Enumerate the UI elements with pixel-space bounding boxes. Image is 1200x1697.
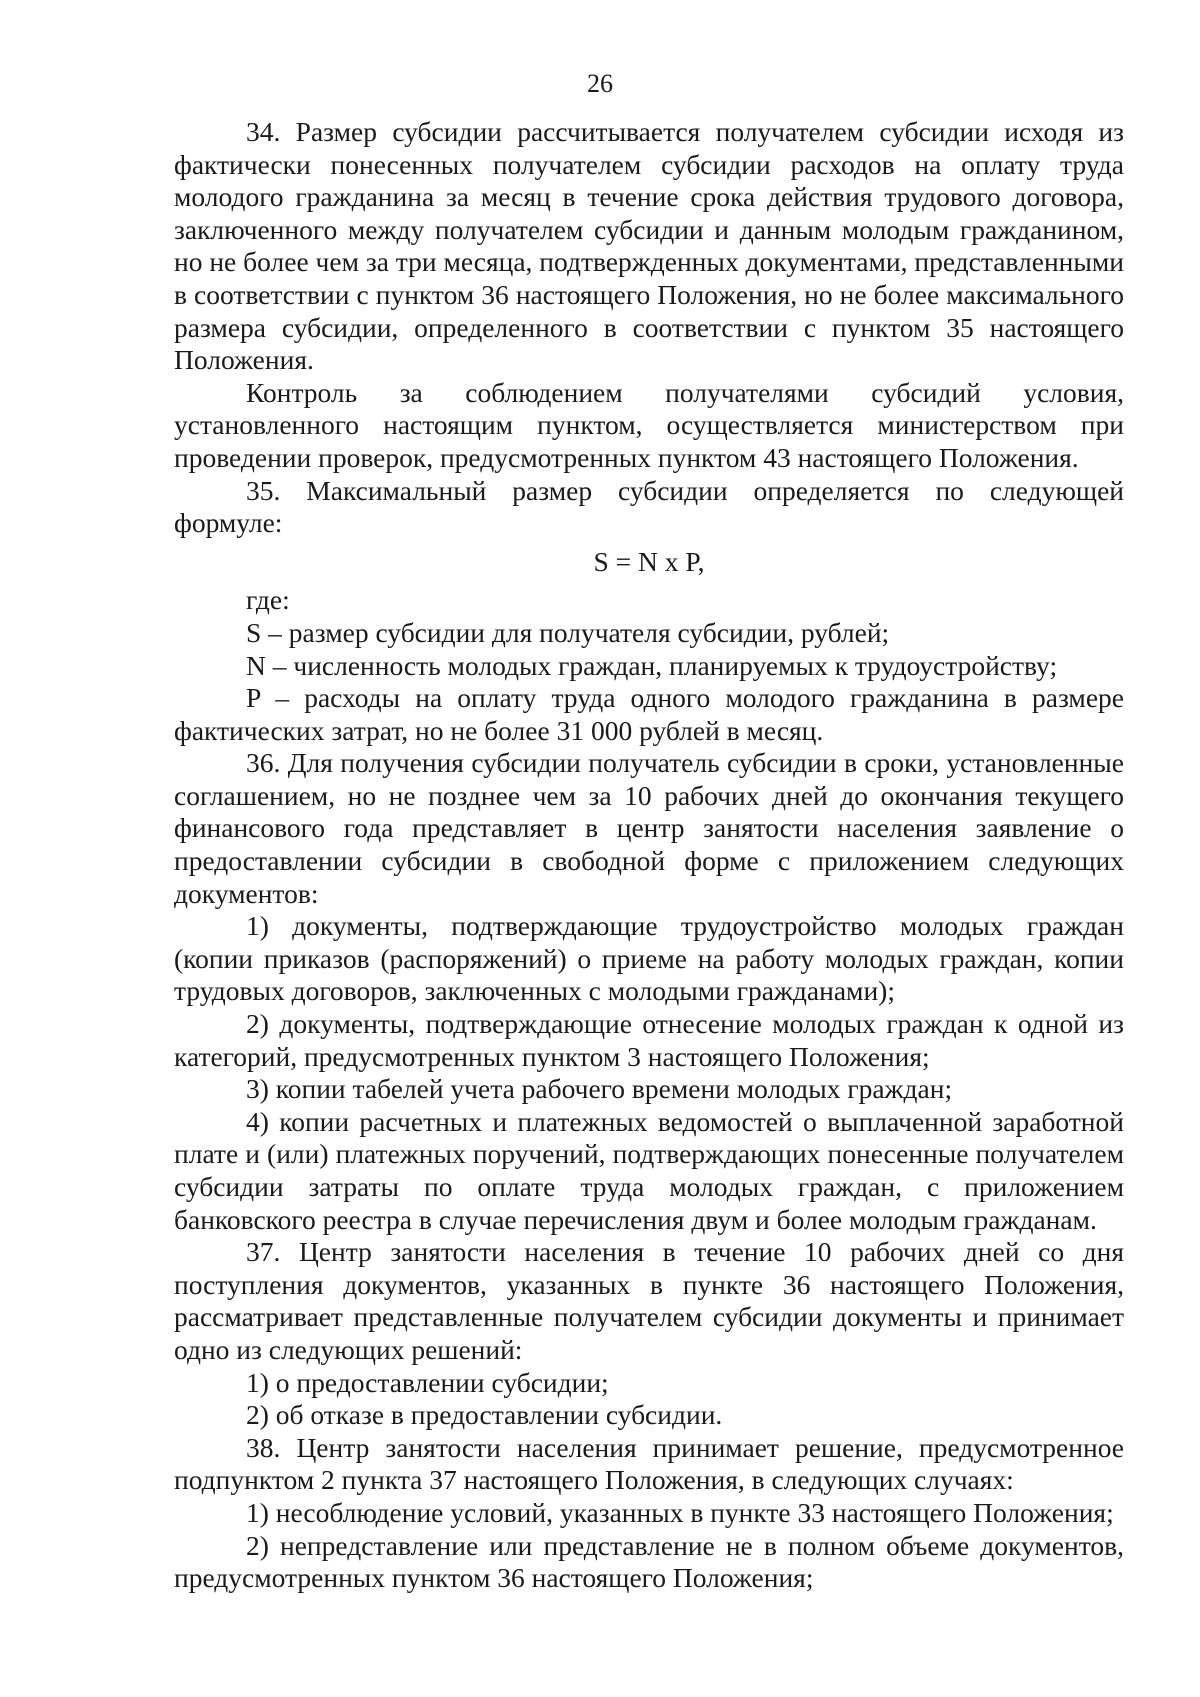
paragraph-36-item-1: 1) документы, подтверждающие трудоустройство молодых граждан (копии приказов (распоряжений) о приеме на работу молодых граждан, копии трудовых договоров, заключенных с молодыми гражданами); [174, 910, 1124, 1007]
paragraph-38: 38. Центр занятости населения принимает решение, предусмотренное подпунктом 2 пункта 37 настоящего Положения, в следующих случаях: [174, 1431, 1124, 1496]
paragraph-36: 36. Для получения субсидии получатель субсидии в сроки, установленные соглашением, но не позднее чем за 10 рабочих дней до окончания текущего финансового года представляет в центр занятости населения заявление о предоставлении субсидии в свободной форме с приложением следующих документов: [174, 747, 1124, 909]
formula-definition-n: N – численность молодых граждан, планируемых к трудоустройству; [246, 649, 1058, 681]
formula-definition-s: S – размер субсидии для получателя субсидии, рублей; [246, 616, 890, 648]
page-number: 26 [587, 69, 613, 98]
paragraph-35: 35. Максимальный размер субсидии определяется по следующей формуле: [174, 474, 1124, 539]
document-body [174, 116, 1124, 1595]
formula-definition-p: P – расходы на оплату труда одного молодого гражданина в размере фактических затрат, но не более 31 000 рублей в месяц. [174, 682, 1124, 746]
paragraph-36-item-3: 3) копии табелей учета рабочего времени молодых граждан; [246, 1073, 953, 1105]
paragraph-37-item-1: 1) о предоставлении субсидии; [246, 1366, 609, 1398]
paragraph-36-item-4: 4) копии расчетных и платежных ведомостей о выплаченной заработной плате и (или) платежных поручений, подтверждающих понесенные получателем субсидии затраты по оплате труда молодых граждан, с приложением банковского реестра в случае перечисления двум и более молодым гражданам. [174, 1105, 1124, 1235]
paragraph-36-item-2: 2) документы, подтверждающие отнесение молодых граждан к одной из категорий, предусмотренных пунктом 3 настоящего Положения; [174, 1008, 1124, 1072]
formula: S = N x P, [593, 545, 705, 577]
paragraph-34: 34. Размер субсидии рассчитывается получателем субсидии исходя из фактически понесенных получателем субсидии расходов на оплату труда молодого гражданина за месяц в течение срока действия трудового договора, заключенного между получателем субсидии и данным молодым гражданином, но не более чем за три месяца, подтвержденных документами, представленными в соответствии с пунктом 36 настоящего Положения, но не более максимального размера субсидии, определенного в соответствии с пунктом 35 настоящего Положения. [174, 116, 1124, 376]
paragraph-37-item-2: 2) об отказе в предоставлении субсидии. [246, 1399, 723, 1431]
paragraph-37: 37. Центр занятости населения в течение 10 рабочих дней со дня поступления документов, указанных в пункте 36 настоящего Положения, рассматривает представленные получателем субсидии документы и принимает одно из следующих решений: [174, 1236, 1124, 1365]
paragraph-34-control: Контроль за соблюдением получателями субсидий условия, установленного настоящим пунктом, осуществляется министерством при проведении проверок, предусмотренных пунктом 43 настоящего Положения. [174, 376, 1124, 473]
formula-where: где: [246, 584, 290, 616]
paragraph-38-item-2: 2) непредставление или представление не в полном объеме документов, предусмотренных пунктом 36 настоящего Положения; [174, 1529, 1124, 1594]
paragraph-38-item-1: 1) несоблюдение условий, указанных в пункте 33 настоящего Положения; [246, 1496, 1114, 1528]
